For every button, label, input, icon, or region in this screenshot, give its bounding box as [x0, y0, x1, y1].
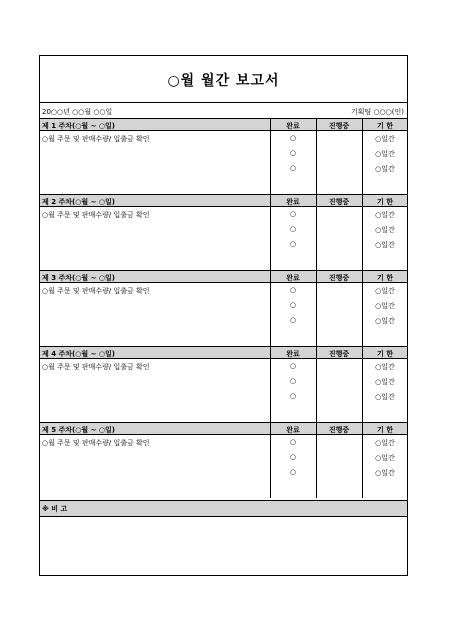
deadline-value: ○일간 [375, 393, 395, 401]
task-text: ○월 주문 및 판매수량/ 입출금 확인 [42, 135, 150, 143]
deadline-value: ○일간 [375, 454, 395, 462]
report-date: 20○○년 ○○월 ○○일 [42, 108, 113, 116]
report-sheet [39, 55, 408, 576]
report-meta [40, 102, 407, 118]
column-divider [316, 118, 317, 194]
done-mark: ○ [289, 362, 297, 370]
col-done: 완료 [286, 350, 300, 358]
task-text: ○월 주문 및 판매수량/ 입출금 확인 [42, 439, 150, 447]
col-deadline: 기 한 [377, 274, 393, 282]
task-text: ○월 주문 및 판매수량/ 입출금 확인 [42, 363, 150, 371]
done-mark: ○ [289, 377, 297, 385]
week-title: 제 1 주차(○월 ~ ○일) [42, 122, 115, 130]
week-header [40, 346, 407, 359]
week-section [40, 118, 407, 194]
col-deadline: 기 한 [377, 198, 393, 206]
done-mark: ○ [289, 164, 297, 172]
deadline-value: ○일간 [375, 135, 395, 143]
week-header [40, 194, 407, 207]
deadline-value: ○일간 [375, 363, 395, 371]
week-header [40, 270, 407, 283]
week-section [40, 270, 407, 346]
col-deadline: 기 한 [377, 122, 393, 130]
week-title: 제 2 주차(○월 ~ ○일) [42, 198, 115, 206]
task-text: ○월 주문 및 판매수량/ 입출금 확인 [42, 211, 150, 219]
week-section [40, 346, 407, 422]
column-divider [316, 270, 317, 346]
col-done: 완료 [286, 426, 300, 434]
done-mark: ○ [289, 210, 297, 218]
note-label: ※ 비 고 [42, 505, 68, 513]
task-text: ○월 주문 및 판매수량/ 입출금 확인 [42, 287, 150, 295]
week-title: 제 3 주차(○월 ~ ○일) [42, 274, 115, 282]
week-title: 제 5 주차(○월 ~ ○일) [42, 426, 115, 434]
column-divider [316, 194, 317, 270]
done-mark: ○ [289, 468, 297, 476]
column-divider [316, 422, 317, 498]
deadline-value: ○일간 [375, 287, 395, 295]
col-in-progress: 진행중 [328, 122, 350, 130]
col-done: 완료 [286, 122, 300, 130]
col-done: 완료 [286, 198, 300, 206]
deadline-value: ○일간 [375, 226, 395, 234]
done-mark: ○ [289, 438, 297, 446]
deadline-value: ○일간 [375, 378, 395, 386]
week-section [40, 422, 407, 498]
deadline-value: ○일간 [375, 241, 395, 249]
deadline-value: ○일간 [375, 317, 395, 325]
col-in-progress: 진행중 [328, 350, 350, 358]
deadline-value: ○일간 [375, 165, 395, 173]
col-deadline: 기 한 [377, 350, 393, 358]
done-mark: ○ [289, 134, 297, 142]
col-in-progress: 진행중 [328, 426, 350, 434]
done-mark: ○ [289, 392, 297, 400]
col-in-progress: 진행중 [328, 198, 350, 206]
deadline-value: ○일간 [375, 211, 395, 219]
week-header [40, 118, 407, 131]
deadline-value: ○일간 [375, 302, 395, 310]
deadline-value: ○일간 [375, 150, 395, 158]
done-mark: ○ [289, 240, 297, 248]
report-team: 기획팀 ○○○(인) [350, 108, 404, 116]
col-in-progress: 진행중 [328, 274, 350, 282]
week-header [40, 422, 407, 435]
done-mark: ○ [289, 286, 297, 294]
deadline-value: ○일간 [375, 469, 395, 477]
week-title: 제 4 주차(○월 ~ ○일) [42, 350, 115, 358]
done-mark: ○ [289, 149, 297, 157]
col-deadline: 기 한 [377, 426, 393, 434]
deadline-value: ○일간 [375, 439, 395, 447]
done-mark: ○ [289, 225, 297, 233]
col-done: 완료 [286, 274, 300, 282]
done-mark: ○ [289, 316, 297, 324]
week-section [40, 194, 407, 270]
note-header [40, 500, 407, 517]
done-mark: ○ [289, 453, 297, 461]
done-mark: ○ [289, 301, 297, 309]
column-divider [316, 346, 317, 422]
report-title: ○월 월간 보고서 [167, 73, 280, 89]
